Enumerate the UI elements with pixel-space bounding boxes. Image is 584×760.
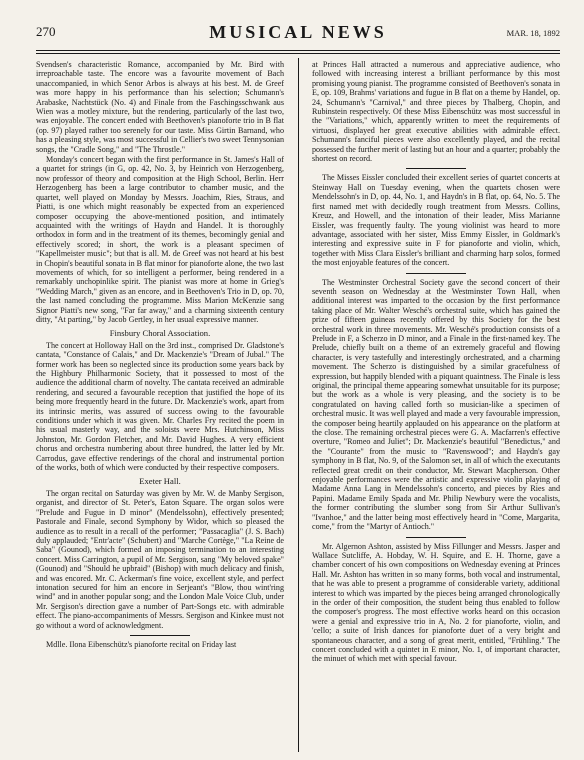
section-heading: Finsbury Choral Association. <box>109 328 211 339</box>
page-header <box>36 22 560 46</box>
left-column <box>36 60 284 752</box>
article-paragraph: Monday's concert began with the first performance in St. James's Hall of a quartet for strings (in G, op. 42, No. 3, by Heinrich von Herzogenberg, now professor of theory and composition at the High School, Berlin. Herr Herzogenberg has been a large contributor to chamber music, and the quartet, well played on Monday by Messrs. Joachim, Ries, Straus, and Piatti, is one which might reasonably be expected from an experienced composer occupying the above-mentioned position, and intimately acquainted with the writings of Haydn and Handel. It is thoroughly orthodox in form and in the treatment of its themes, becomingly genial and effectively scored; in short, the work is a pleasant specimen of "Kapellmeister music"; but that is all. M. de Greef was not heard at his best in Chopin's beautiful sonata in B flat minor for pianoforte alone, the two last movements of which, for so intelligent a performer, being rendered in a remarkably unchopinlike spirit. The pianist was more at home in Grieg's "Wedding March," given as an encore, and in Beethoven's Trio in D, op. 70, the last named concluding the programme. Miss Marion McKenzie sang Signor Piatti's new song, "Far far away," and a charming sixteenth century ditty, "At parting," by Jacob Gertley, in her usual expressive manner. <box>36 155 284 324</box>
article-paragraph: The concert at Holloway Hall on the 3rd inst., comprised Dr. Gladstone's cantata, "Constance of Calais," and Dr. Mackenzie's "Dream of Jubal." The former work has been so neglected since its production some years back by the Highbury Philharmonic Society, that it possessed to most of the audience the additional charm of novelty. The cantata received an admirable rendering, and secured a favourable reception that justified the hope of its being more frequently heard in the future. Dr. Mackenzie's work, apart from its intrinsic merits, was assured of success owing to the favourable conditions under which it was given. Mr. Charles Fry recited the poem in his usual masterly way, and the soloists were Mrs. Hutchinson, Miss Johnston, Mr. Gordon Fletcher, and Mr. David Hughes. A very efficient chorus and orchestra numbering about three hundred, the latter led by Mr. Carrodus, gave effective renderings of the choral and instrumental portion of the works, both of which were conducted by their respective composers. <box>36 340 284 473</box>
article-paragraph: The Westminster Orchestral Society gave the second concert of their seventh season on Wednesday at the Westminster Town Hall, when additional interest was imparted to the occasion by the first performance taking place of Mr. Walter Wesché's orchestral suite, which has gained the prize of fifteen guineas recently offered by this Society for the best orchestral work in three movements. Mr. Wesché's production consists of a Prelude in F, a Scherzo in D minor, and a Finale in the first-named key. The Prelude, chiefly built on a theme of an extremely graceful and flowing character, is very tastefully and interestingly orchestrated, and a charming movement. The Scherzo is distinguished by a similar gracefulness of expression, but happily blended with a piquant quaintness. The Finale is less original, the principal theme appearing somewhat unsuitable for its purpose; but the work as a whole is very pleasing, and the society is to be congratulated on having called forth so musician-like a specimen of orchestral music. It was well played and made a very favourable impression, the composer being heartily applauded on his appearance on the platform at the close. The remaining orchestral pieces were G. A. Macfarren's effective overture, "Romeo and Juliet"; Dr. Mackenzie's beautiful "Benedictus," and the "Courante" from the music to "Ravenswood"; and Haydn's gay symphony in B flat, No. 9, of the Salomon set, in all of which the executants reflected great credit on their conductor, Mr. Stewart Macpherson. Other enjoyable performances were the artistic and expressive violin playing of Madame Anna Lang in Mendelssohn's concerto, and pieces by Ries and Papini. Madame Emily Spada and Mr. Philip Newbury were the vocalists, the former contributing the slumber song from Sir Arthur Sullivan's "Ivanhoe," and the latter being most effectively heard in "Come, Margarita, come," from the "Martyr of Antioch." <box>312 277 560 532</box>
page-number: 270 <box>36 24 56 39</box>
section-separator <box>406 537 466 538</box>
column-divider <box>298 58 299 752</box>
header-rule-secondary <box>36 53 560 54</box>
section-separator <box>406 273 466 274</box>
article-paragraph: Svendsen's characteristic Romance, accompanied by Mr. Bird with irreproachable taste. The encore was a favourite movement of Bach unaccompanied, in which Senor Arbos is always at his best. M. de Greef was more happy in his performance than his selection; Schumann's Arabaske, Nachtstück (No. 4) and Finale from the Faschingsschwank aus Wien was a motley mixture, but the rendering, particularly of the last two, was enjoyable. The concert ended with Beethoven's pianoforte trio in B flat (op. 97) played rather too serenely for our taste. Miss Girtin Barnand, who has a pleasing style, was most successful in Cellier's two sweet Tennysonian songs, the "Cradle Song," and "The Throstle." <box>36 60 284 154</box>
article-paragraph: The organ recital on Saturday was given by Mr. W. de Manby Sergison, organist, and director of St. Peter's, Eaton Square. The organ solos were "Prelude and Fugue in D minor" (Mendelssohn), effectively presented; Pastorale and Finale, second Symphony by Widor, which so pleased the audience as to result in a recall of the performer; "Passacaglia" (J. S. Bach) duly applauded; "Entr'acte" (Schubert) and "Marche Cortège," "La Reine de Saba" (Gounod), which formed an imposing termination to an interesting concert. Miss Carrington, a pupil of Mr. Sergison, sang "My beloved spake" (Gounod) and "Should he upbraid" (Bishop) with much delicacy and finish, and was encored. Mr. C. Ackerman's fine voice, excellent style, and perfect intonation secured for him an encore in Serjeant's "Blow, thou wint'ring wind" and in another popular song; and the London Male Voice Club, under Mr. Sergison's direction gave a number of Part-Songs etc. with admirable effect. The piano-accompaniments of Messrs. Sergison and Kinkee must not go without a word of acknowledgment. <box>36 488 284 630</box>
issue-date: MAR. 18, 1892 <box>506 28 560 38</box>
section-separator <box>406 168 466 169</box>
article-paragraph: The Misses Eissler concluded their excellent series of quartet concerts at Steinway Hall on Tuesday evening, when the quartets chosen were Mendelssohn's in D, op. 44, No. 1, and Haydn's in B flat, op. 64, No. 5. The first named met with decidedly rough treatment from Messrs. Collins, Kreuz, and Howell, and the intonation of their leader, Miss Marianne Eissler, was frequently faulty. The young violinist was heard to more advantage, associated with her sister, Miss Emmy Eissler, in Goldmark's interesting and expressive suite in F for pianoforte and violin, which, together with Miss Clara Eissler's brilliant and charming harp solos, formed the most enjoyable features of the concert. <box>312 173 560 268</box>
article-paragraph: at Princes Hall attracted a numerous and appreciative audience, who followed with increasing interest a brilliant performance by this most promising young pianist. The programme consisted of Beethoven's sonata in E, op. 109, Brahms' variations and fugue in B flat on a theme by Handel, op. 24, Schumann's "Carnival," and three pieces by Thalberg, Chopin, and Rubinstein respectively. Of these Miss Eibenschütz was most successful in the "Variations," which, apparently written to meet the requirements of virtuosi, displayed her great executive abilities with admirable effect. Schumann's fanciful pieces were also excellently played, and the recital possessed the further merit of lasting but an hour and a quarter; probably the shortest on record. <box>312 60 560 164</box>
section-heading: Exeter Hall. <box>139 476 181 487</box>
right-column <box>312 60 560 752</box>
article-paragraph: Mdlle. Ilona Eibenschütz's pianoforte recital on Friday last <box>46 639 237 649</box>
header-rule <box>36 50 560 51</box>
journal-title: MUSICAL NEWS <box>209 22 387 42</box>
section-separator <box>130 635 190 636</box>
article-paragraph: Mr. Algernon Ashton, assisted by Miss Fillunger and Messrs. Jasper and Wallace Sutcliffe, A. Hobday, W. H. Squire, and E. H. Thorne, gave a chamber concert of his own compositions on Wednesday evening at Princes Hall. Mr. Ashton has written in so many forms, both vocal and instrumental, that he was able to present a programme of considerable variety, additional interest to which was imparted by the pieces being arranged chronologically in the order of their composition, the student being thus enabled to follow the composer's progress. The most effective works heard on this occasion were a genial and expressive trio in A, No. 2 for pianoforte, violin, and 'cello; a suite of Irish dances for pianoforte duet of a very bright and spontaneous character, and a song of great merit, entitled, "Frühling." The concert concluded with a quintet in E minor, No. 1, of important character, the minuet of which met with special favour. <box>312 541 560 664</box>
